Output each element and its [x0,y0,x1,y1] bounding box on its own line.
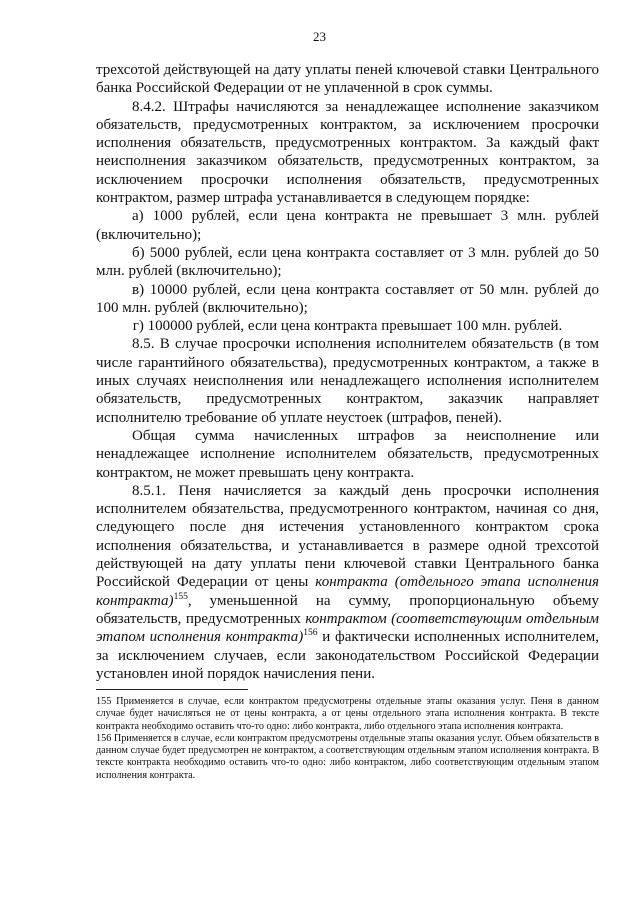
footnote-number: 156 [96,732,112,744]
paragraph-8-5-1 [96,482,599,683]
fine-item-c: в) 10000 рублей, если цена контракта составляет от 50 млн. рублей до 100 млн. рублей (включительно); [96,281,599,316]
footnote-155 [96,696,599,733]
paragraph-8-4-2: 8.4.2. Штрафы начисляются за ненадлежащее исполнение заказчиком обязательств, предусмотренных контрактом, за исключением просрочки исполнения обязательств, предусмотренных контрактом. За каждый факт неисполнения заказчиком обязательств, предусмотренных контрактом, за исключением просрочки исполнения обязательств, предусмотренных контрактом, размер штрафа устанавливается в следующем порядке: [96,98,599,207]
footnotes [96,696,599,782]
fine-item-a: а) 1000 рублей, если цена контракта не превышает 3 млн. рублей (включительно); [96,208,599,243]
footnote-ref-155[interactable]: 155 [173,591,188,602]
paragraph-penalty-end: трехсотой действующей на дату уплаты пеней ключевой ставки Центрального банка Российской Федерации от не уплаченной в срок суммы. [96,62,599,97]
footnote-text: Применяется в случае, если контрактом предусмотрены отдельные этапы оказания услуг. Пеня в данном случае будет начисляться не от цены контракта, а от цены отдельного этапа исполнения контракта. В тексте контракта необходимо оставить что-то одно: либо контракта, либо отдельного этапа исполнения контракта. [96,696,600,732]
fine-item-d: г) 100000 рублей, если цена контракта превышает 100 млн. рублей. [132,318,563,335]
paragraph-8-5-1-part1: 8.5.1. Пеня начисляется за каждый день просрочки исполнения исполнителем обязательства, предусмотренного контрактом, начиная со дня, следующего после дня истечения установленного контрактом срока исполнения обязательства, и устанавливается в размере одной трехсотой действующей на дату уплаты пени ключевой ставки Центрального банка Российской Федерации от цены [96,482,599,591]
footnote-156 [96,733,599,782]
paragraph-8-5: 8.5. В случае просрочки исполнения исполнителем обязательств (в том числе гарантийного обязательства), предусмотренных контрактом, а также в иных случаях неисполнения или ненадлежащего исполнения исполнителем обязательств, предусмотренных контрактом, заказчик направляет исполнителю требование об уплате неустоек (штрафов, пеней). [96,336,599,426]
paragraph-8-5-1-part2: , уменьшенной на сумму, пропорциональную объему обязательств, предусмотренных [96,592,599,627]
paragraph-8-5-1-part3: и фактически исполненных исполнителем, за исключением случаев, если законодательством Российской Федерации установлен иной порядок начисления пени. [96,629,599,682]
italic-contract-stage-2: контрактом (соответствующим отдельным этапом исполнения контракта) [96,610,599,646]
footnote-text: Применяется в случае, если контрактом предусмотрены отдельные этапы оказания услуг. Объем обязательств в данном случае будет предусмотрен не контрактом, а соответствующим отдельным этапом исполнения контракта. В тексте контракта необходимо оставить что-то одно: либо контрактом, либо соответствующим отдельным этапом исполнения контракта. [96,732,599,781]
fine-item-b: б) 5000 рублей, если цена контракта составляет от 3 млн. рублей до 50 млн. рублей (включительно); [96,244,599,280]
body-text [96,61,599,683]
footnote-ref-156[interactable]: 156 [303,628,318,639]
italic-contract-stage: контракта (отдельного этапа исполнения контракта) [96,574,599,609]
page-number: 23 [313,29,326,44]
footnote-number: 155 [96,696,112,707]
footnote-separator [96,689,248,690]
paragraph-total-fines: Общая сумма начисленных штрафов за неисполнение или ненадлежащее исполнение исполнителем обязательств, предусмотренных контрактом, не может превышать цену контракта. [96,427,599,481]
